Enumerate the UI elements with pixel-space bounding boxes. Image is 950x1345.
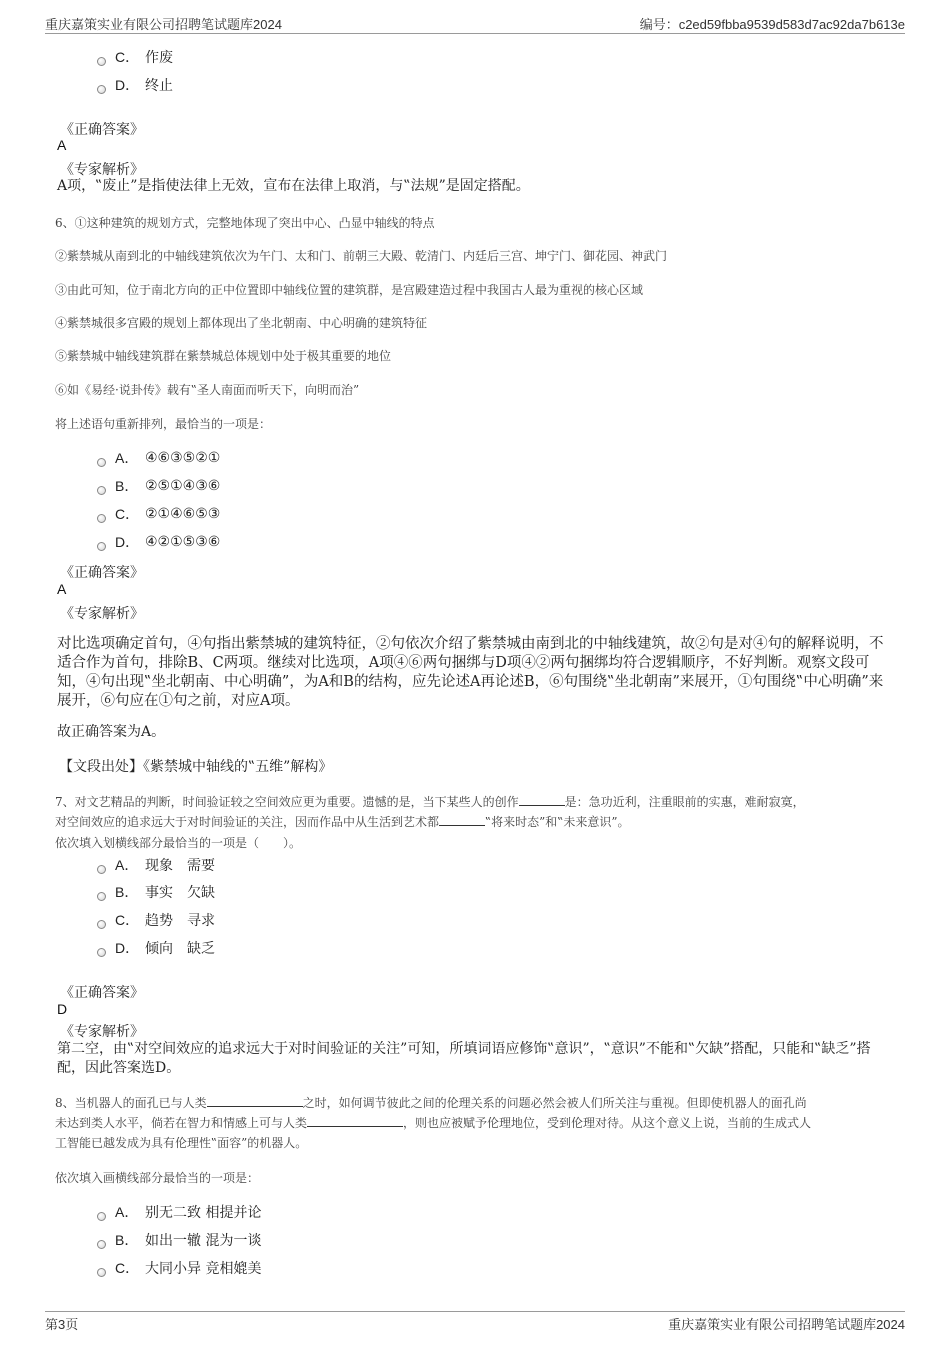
q7-analysis: 第二空，由‟对空间效应的追求远大于对时间验证的关注”可知，所填词语应修饰‟意识”，‟意识”不能和‟欠缺”搭配，只能和‟缺乏”搭配，因此答案选D。 [57,1041,871,1076]
option-key: A． [115,857,139,873]
q7-prompt: 依次填入划横线部分最恰当的一项是（ ）。 [55,836,302,850]
option-key: B． [115,1232,139,1248]
q6-analysis: 对比选项确定首句，④句指出紫禁城的建筑特征，②句依次介绍了紫禁城由南到北的中轴线建筑，故②句是对④句的解释说明，不适合作为首句，排除B、C两项。继续对比选项，A项④⑥两句捆绑与D项④②两句捆绑均符合逻辑顺序，不好判断。观察文段可知，④句出现‟坐北朝南、中心明确”，为A和B的结构，应先论述A再论述B，⑥句围绕‟坐北朝南”来展开，①句围绕‟中心明确”来展开，⑥句应在①句之前，对应A项。 [57,636,884,709]
q7-answer: D [57,1001,68,1017]
q6-prompt: 将上述语句重新排列，最恰当的一项是： [55,417,272,431]
q5-answer-label: 《正确答案》 [60,122,144,138]
q6-line-1: 6、①这种建筑的规划方式，完整地体现了突出中心、凸显中轴线的特点 [55,216,435,230]
q8-option-c[interactable] [97,1258,261,1278]
q6-answer: A [57,581,67,597]
q8-stem-1 [55,1094,807,1111]
radio-icon[interactable] [97,458,106,467]
option-key: B． [115,478,139,494]
q6-option-a[interactable] [97,448,220,468]
option-text: ②①④⑥⑤③ [145,506,221,522]
radio-icon[interactable] [97,920,106,929]
q7-option-d[interactable] [97,938,215,958]
radio-icon[interactable] [97,542,106,551]
q7-stem-1b: 是：急功近利，注重眼前的实惠，难耐寂寞， [564,795,805,809]
option-text: 别无二致 相提并论 [145,1205,262,1221]
q7-stem-1 [55,793,805,810]
q6-line-5: ⑤紫禁城中轴线建筑群在紫禁城总体规划中处于极其重要的地位 [55,349,392,363]
q6-analysis-label: 《专家解析》 [60,606,144,622]
header-left: 重庆嘉策实业有限公司招聘笔试题库2024 [45,17,282,32]
q7-option-b[interactable] [97,882,215,902]
option-key: C． [115,49,140,65]
q7-analysis-label: 《专家解析》 [60,1024,144,1040]
option-key: D． [115,77,140,93]
q7-answer-label: 《正确答案》 [60,985,144,1001]
option-key: C． [115,912,140,928]
header-rule [45,33,905,34]
q5-answer: A [57,137,67,153]
q8-stem-1b: 之时，如何调节彼此之间的伦理关系的问题必然会被人们所关注与重视。但即使机器人的面孔尚 [302,1096,807,1110]
q7-blank-2 [439,814,485,826]
q8-option-b[interactable] [97,1230,261,1250]
q7-option-a[interactable] [97,855,215,875]
q8-stem-2 [55,1114,811,1131]
q6-line-3: ③由此可知，位于南北方向的正中位置即中轴线位置的建筑群，是宫殿建造过程中我国古人最为重视的核心区域 [55,283,644,297]
q8-stem-2b: ，则也应被赋予伦理地位，受到伦理对待。从这个意义上说，当前的生成式人 [403,1116,812,1130]
q6-option-b[interactable] [97,476,220,496]
radio-icon[interactable] [97,948,106,957]
q8-stem-2a: 未达到类人水平，倘若在智力和情感上可与人类 [55,1116,308,1130]
q5-analysis: A项，‟废止”是指使法律上无效，宣布在法律上取消，与‟法规”是固定搭配。 [57,178,530,194]
q7-stem-2b: ‟将来时态”和‟未来意识”。 [485,815,630,829]
q6-line-2: ②紫禁城从南到北的中轴线建筑依次为午门、太和门、前朝三大殿、乾清门、内廷后三宫、坤宁门、御花园、神武门 [55,249,668,263]
radio-icon[interactable] [97,865,106,874]
header-right: 编号：c2ed59fbba9539d583d7ac92da7b613e [639,17,905,32]
q8-stem-3: 工智能已越发成为具有伦理性‟面容”的机器人。 [55,1136,308,1150]
option-text: 倾向 缺乏 [145,941,215,957]
option-key: C． [115,1260,140,1276]
option-text: ②⑤①④③⑥ [145,478,221,494]
option-key: C． [115,506,140,522]
q6-conclusion: 故正确答案为A。 [57,724,166,740]
radio-icon[interactable] [97,85,106,94]
option-text: 事实 欠缺 [145,885,215,901]
option-text: 如出一辙 混为一谈 [145,1233,262,1249]
q7-option-c[interactable] [97,910,215,930]
footer-right: 重庆嘉策实业有限公司招聘笔试题库2024 [668,1317,905,1332]
footer-page-number: 第3页 [45,1317,79,1332]
option-key: A． [115,1204,139,1220]
q5-analysis-label: 《专家解析》 [60,162,144,178]
q6-option-d[interactable] [97,532,220,552]
q6-answer-label: 《正确答案》 [60,565,144,581]
option-key: B． [115,884,139,900]
q8-option-a[interactable] [97,1202,261,1222]
option-text: 终止 [145,78,173,94]
radio-icon[interactable] [97,514,106,523]
q7-stem-1a: 7、对文艺精品的判断，时间验证较之空间效应更为重要。遗憾的是，当下某些人的创作 [55,795,519,809]
radio-icon[interactable] [97,892,106,901]
option-text: ④⑥③⑤②① [145,450,221,466]
q7-blank-1 [519,794,565,806]
option-key: D． [115,940,140,956]
q8-blank-1 [207,1095,303,1107]
radio-icon[interactable] [97,1240,106,1249]
option-key: A． [115,450,139,466]
q6-line-4: ④紫禁城很多宫殿的规划上都体现出了坐北朝南、中心明确的建筑特征 [55,316,428,330]
option-key: D． [115,534,140,550]
q8-blank-2 [307,1115,403,1127]
option-text: 趋势 寻求 [145,913,215,929]
option-text: 现象 需要 [145,858,215,874]
q6-source: 【文段出处】《紫禁城中轴线的‟五维”解构》 [59,759,333,775]
radio-icon[interactable] [97,57,106,66]
q5-option-c[interactable] [97,47,173,67]
q6-option-c[interactable] [97,504,220,524]
radio-icon[interactable] [97,1212,106,1221]
footer-rule [45,1311,905,1312]
q5-option-d[interactable] [97,75,173,95]
radio-icon[interactable] [97,486,106,495]
q7-stem-2a: 对空间效应的追求远大于对时间验证的关注，因而作品中从生活到艺术都 [55,815,440,829]
q8-stem-1a: 8、当机器人的面孔已与人类 [55,1096,207,1110]
option-text: 作废 [145,50,173,66]
option-text: 大同小异 竞相媲美 [145,1261,262,1277]
q8-prompt: 依次填入画横线部分最恰当的一项是： [55,1171,260,1185]
q6-line-6: ⑥如《易经·说卦传》载有‟圣人南面而听天下，向明而治” [55,383,360,397]
radio-icon[interactable] [97,1268,106,1277]
q7-stem-2 [55,813,630,830]
option-text: ④②①⑤③⑥ [145,534,221,550]
